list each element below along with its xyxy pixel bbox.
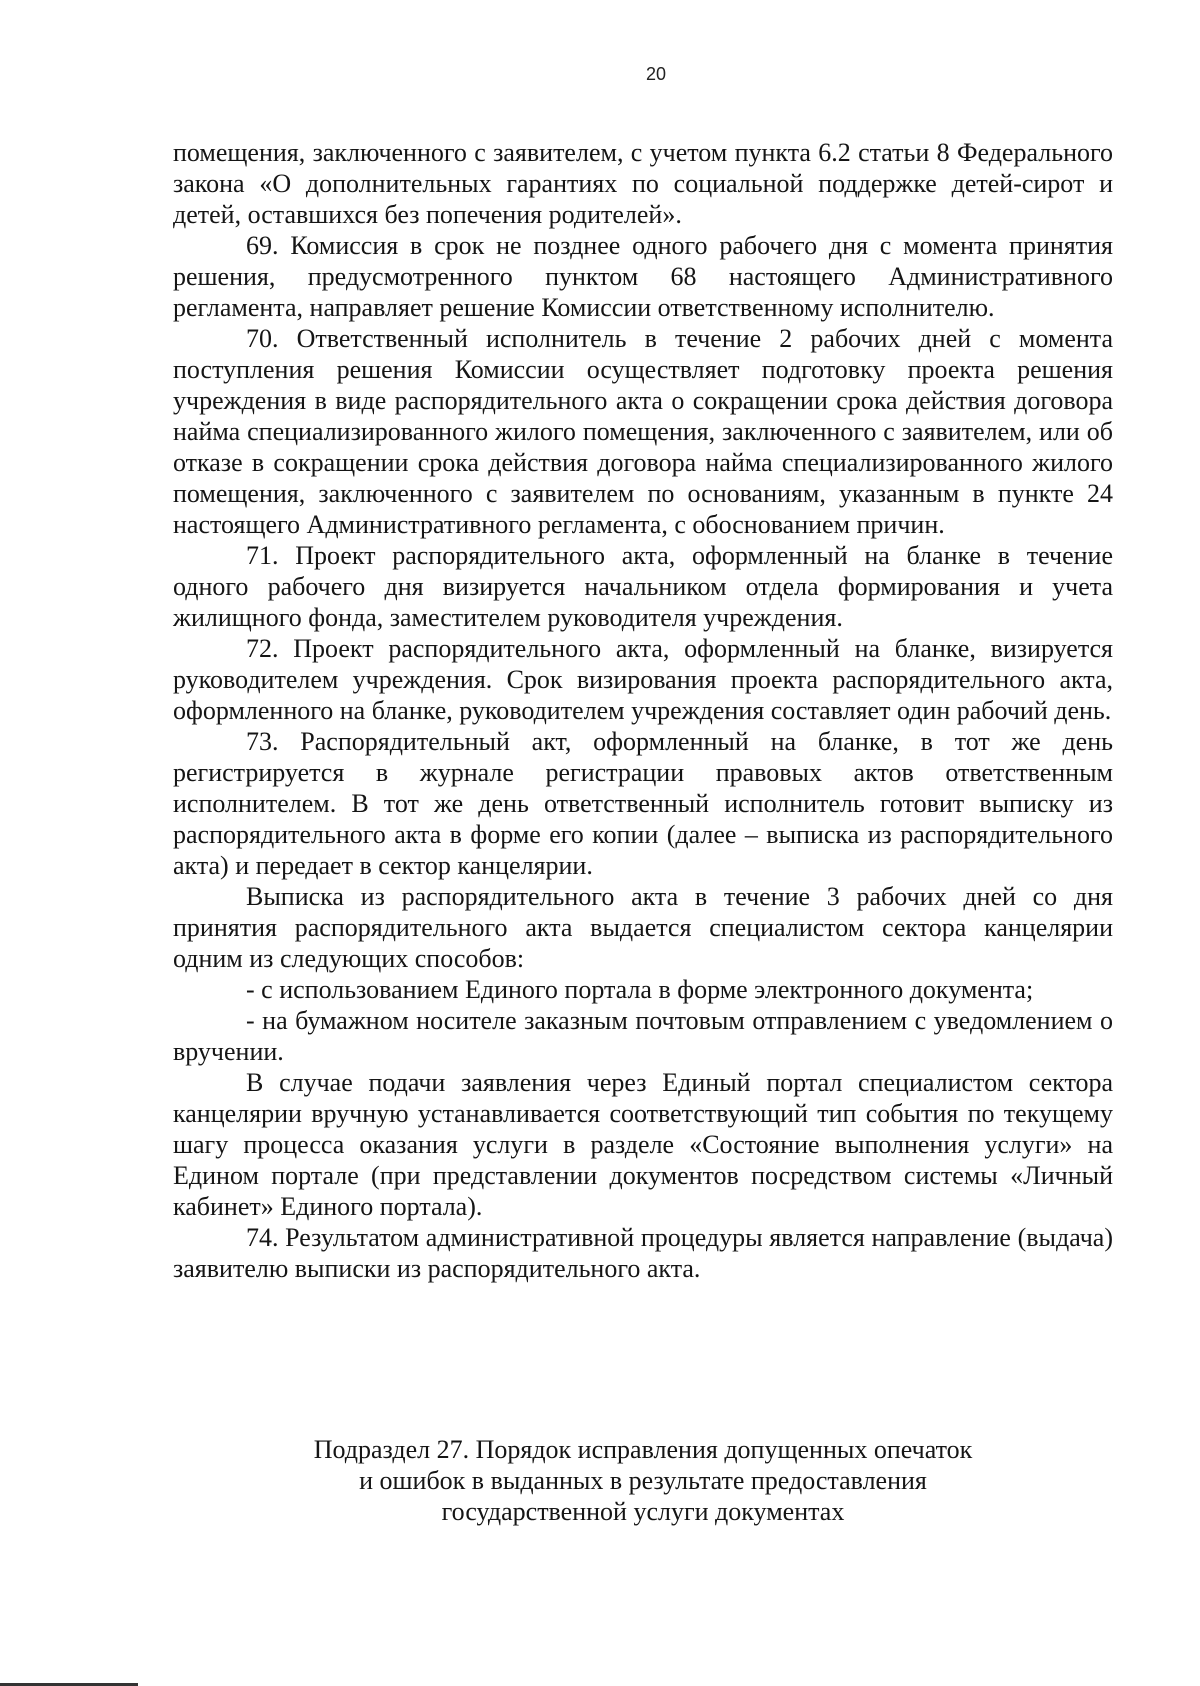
page-number: 20 bbox=[645, 64, 667, 84]
paragraph-71: 71. Проект распорядительного акта, оформленный на бланке в течение одного рабочего дня визируется начальником отдела формирования и учета жилищного фонда, заместителем руководителя учреждения. bbox=[173, 541, 1113, 632]
heading-line-2: и ошибок в выданных в результате предоставления bbox=[359, 1466, 927, 1495]
list-item-paper: - на бумажном носителе заказным почтовым отправлением с уведомлением о вручении. bbox=[173, 1006, 1113, 1066]
paragraph-continuation: помещения, заключенного с заявителем, с учетом пункта 6.2 статьи 8 Федерального закона «О дополнительных гарантиях по социальной поддержке детей-сирот и детей, оставшихся без попечения родителей». bbox=[173, 138, 1113, 229]
paragraph-72: 72. Проект распорядительного акта, оформленный на бланке, визируется руководителем учреждения. Срок визирования проекта распорядительного акта, оформленного на бланке, руководителем учреждения составляет один рабочий день. bbox=[173, 634, 1113, 725]
document-body bbox=[173, 137, 1113, 1284]
subsection-heading bbox=[173, 1434, 1113, 1527]
paragraph-portal-status: В случае подачи заявления через Единый портал специалистом сектора канцелярии вручную устанавливается соответствующий тип события по текущему шагу процесса оказания услуги в разделе «Состояние выполнения услуги» на Едином портале (при представлении документов посредством системы «Личный кабинет» Единого портала). bbox=[173, 1068, 1113, 1221]
paragraph-extract-issue: Выписка из распорядительного акта в течение 3 рабочих дней со дня принятия распорядительного акта выдается специалистом сектора канцелярии одним из следующих способов: bbox=[173, 882, 1113, 973]
heading-line-1: Подраздел 27. Порядок исправления допущенных опечаток bbox=[313, 1435, 973, 1464]
paragraph-74: 74. Результатом административной процедуры является направление (выдача) заявителю выписки из распорядительного акта. bbox=[173, 1223, 1113, 1283]
heading-line-3: государственной услуги документах bbox=[441, 1497, 845, 1526]
paragraph-73: 73. Распорядительный акт, оформленный на бланке, в тот же день регистрируется в журнале регистрации правовых актов ответственным исполнителем. В тот же день ответственный исполнитель готовит выписку из распорядительного акта в форме его копии (далее – выписка из распорядительного акта) и передает в сектор канцелярии. bbox=[173, 727, 1113, 880]
paragraph-70: 70. Ответственный исполнитель в течение 2 рабочих дней с момента поступления решения Комиссии осуществляет подготовку проекта решения учреждения в виде распорядительного акта о сокращении срока действия договора найма специализированного жилого помещения, заключенного с заявителем, или об отказе в сокращении срока действия договора найма специализированного жилого помещения, заключенного с заявителем по основаниям, указанным в пункте 24 настоящего Административного регламента, с обоснованием причин. bbox=[173, 324, 1113, 539]
list-item-portal: - с использованием Единого портала в форме электронного документа; bbox=[246, 975, 1034, 1004]
paragraph-69: 69. Комиссия в срок не позднее одного рабочего дня с момента принятия решения, предусмотренного пунктом 68 настоящего Административного регламента, направляет решение Комиссии ответственному исполнителю. bbox=[173, 231, 1113, 322]
